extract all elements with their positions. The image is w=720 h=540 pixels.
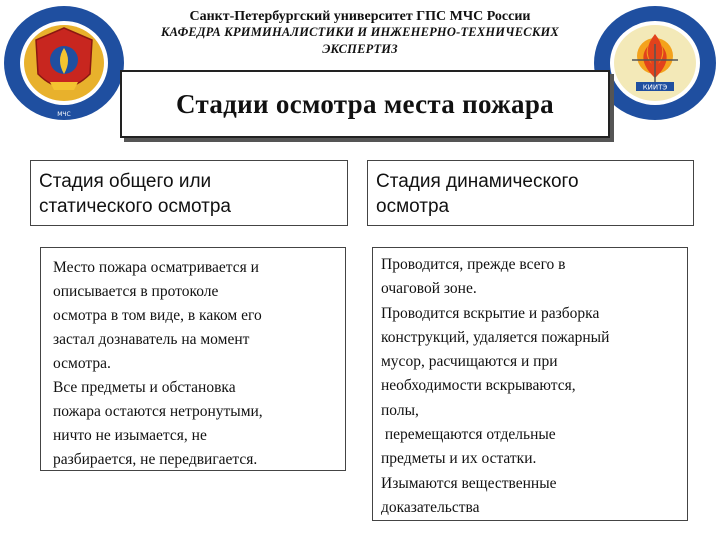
dynamic-desc-line: доказательства xyxy=(381,498,480,516)
dynamic-desc-line: необходимости вскрываются, xyxy=(381,377,576,395)
dynamic-desc-line: очаговой зоне. xyxy=(381,280,477,298)
static-desc-line: осмотра. xyxy=(53,355,111,372)
static-desc-line: Место пожара осматривается и xyxy=(53,259,259,276)
static-desc-line: ничто не изымается, не xyxy=(53,427,207,444)
stage-dynamic-line-2: осмотра xyxy=(376,196,450,217)
stage-dynamic-header xyxy=(367,160,694,226)
department-name xyxy=(130,24,590,58)
university-emblem-icon xyxy=(2,4,126,122)
department-line-1: КАФЕДРА КРИМИНАЛИСТИКИ И ИНЖЕНЕРНО-ТЕХНИЧЕСКИХ xyxy=(161,25,559,39)
dynamic-desc-line: Проводится, прежде всего в xyxy=(381,256,566,273)
dynamic-desc-line: полы, xyxy=(381,401,419,419)
static-desc-line: осмотра в том виде, в каком его xyxy=(53,307,262,324)
department-emblem-label: КИИТЭ xyxy=(642,83,668,92)
static-desc-line: разбирается, не передвигается. xyxy=(53,451,258,468)
page-title-box xyxy=(120,70,610,138)
dynamic-desc-line: Проводится вскрытие и разборка xyxy=(381,304,600,322)
dynamic-desc-line: перемещаются отдельные xyxy=(381,426,556,444)
stage-static-description xyxy=(40,247,346,471)
page-title: Стадии осмотра места пожара xyxy=(176,88,554,119)
department-emblem-icon xyxy=(592,4,718,122)
static-desc-line: пожара остаются нетронутыми, xyxy=(53,403,263,420)
department-line-2: ЭКСПЕРТИЗ xyxy=(322,42,398,56)
stage-dynamic-description xyxy=(372,247,688,521)
dynamic-desc-line: мусор, расчищаются и при xyxy=(381,353,558,371)
dynamic-desc-line: предметы и их остатки. xyxy=(381,450,537,468)
static-desc-line: застал дознаватель на момент xyxy=(53,331,250,348)
dynamic-desc-line: конструкций, удаляется пожарный xyxy=(381,328,610,346)
dynamic-desc-line: Изымаются вещественные xyxy=(381,474,557,492)
static-desc-line: описывается в протоколе xyxy=(53,283,219,300)
stage-static-line-2: статического осмотра xyxy=(39,196,231,217)
stage-static-header xyxy=(30,160,348,226)
stage-dynamic-line-1: Стадия динамического xyxy=(376,171,579,192)
static-desc-line: Все предметы и обстановка xyxy=(53,379,236,396)
svg-text:МЧС: МЧС xyxy=(57,111,71,118)
university-name: Санкт-Петербургский университет ГПС МЧС России xyxy=(189,9,531,24)
stage-static-line-1: Стадия общего или xyxy=(39,171,212,192)
